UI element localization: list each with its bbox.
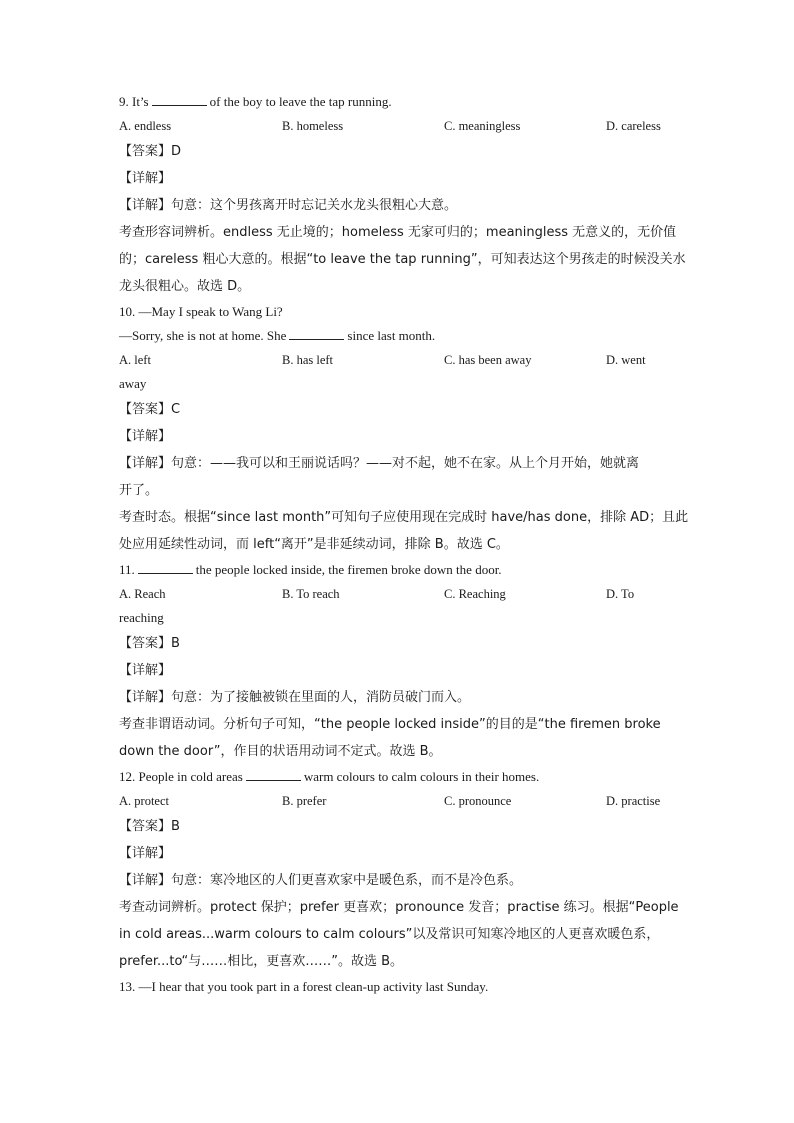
question-11-stem-pre: 11. [119,562,135,577]
question-10-detail-3: 考查时态。根据“since last month”可知句子应使用现在完成时 have/has done，排除 AD；且此 [119,510,689,525]
answer-blank [152,93,207,106]
option-c: C. Reaching [444,587,506,601]
question-12-detail-1: 【详解】句意：寒冷地区的人们更喜欢家中是暖色系，而不是冷色系。 [119,873,523,888]
question-9-stem-post: of the boy to leave the tap running. [209,94,392,109]
question-9-detail-3: 的；careless 粗心大意的。根据“to leave the tap running”，可知表达这个男孩走的时候没关水 [119,252,686,267]
question-12-stem-pre: 12. People in cold areas [119,769,243,784]
question-11-option-wrap: reaching [119,610,164,625]
question-9-detail-1: 【详解】句意：这个男孩离开时忘记关水龙头很粗心大意。 [119,198,458,213]
question-10-stem-2 [119,324,675,348]
document-page [119,90,689,999]
option-a: A. endless [119,119,172,133]
question-11-detail-2: 考查非谓语动词。分析句子可知，“the people locked inside”的目的是“the firemen broke [119,717,661,732]
option-b: B. homeless [282,119,344,133]
question-12-options [119,789,675,813]
option-a: A. protect [119,794,169,808]
question-12-stem-post: warm colours to calm colours in their homes. [303,769,540,784]
question-9-stem-pre: 9. It’s [119,94,149,109]
question-11-detail-label: 【详解】 [119,663,172,678]
question-10-option-wrap: away [119,376,147,391]
option-b: B. To reach [282,587,340,601]
question-10-answer: 【答案】C [119,402,181,417]
question-10-stem-1: 10. —May I speak to Wang Li? [119,304,283,319]
option-c: C. has been away [444,353,532,367]
question-12-detail-3: in cold areas...warm colours to calm colours”以及常识可知寒冷地区的人更喜欢暖色系， [119,927,660,942]
answer-blank [138,561,193,574]
question-9-options [119,114,675,138]
option-d: D. careless [606,119,661,133]
option-d: D. went [606,353,646,367]
question-10-detail-label: 【详解】 [119,429,172,444]
question-13-stem-1: 13. —I hear that you took part in a forest clean-up activity last Sunday. [119,979,489,994]
question-10-stem-pre: —Sorry, she is not at home. She [119,328,287,343]
question-9-stem [119,90,675,114]
question-12-stem [119,765,675,789]
option-a: A. left [119,353,151,367]
answer-blank [246,768,301,781]
question-10-stem-post: since last month. [347,328,436,343]
question-11-options [119,582,675,606]
question-12-detail-4: prefer...to“与……相比，更喜欢……”。故选 B。 [119,954,404,969]
question-12-answer: 【答案】B [119,819,180,834]
question-11-answer: 【答案】B [119,636,180,651]
option-a: A. Reach [119,587,166,601]
question-12-detail-label: 【详解】 [119,846,172,861]
question-10-detail-1: 【详解】句意：——我可以和王丽说话吗？——对不起，她不在家。从上个月开始，她就离 [119,456,640,471]
question-9-detail-2: 考查形容词辨析。endless 无止境的；homeless 无家可归的；meaningless 无意义的，无价值 [119,225,677,240]
question-11-stem [119,558,675,582]
option-c: C. meaningless [444,119,521,133]
question-9-detail-4: 龙头很粗心。故选 D。 [119,279,251,294]
option-d: D. practise [606,794,661,808]
question-12-detail-2: 考查动词辨析。protect 保护；prefer 更喜欢；pronounce 发音；practise 练习。根据“People [119,900,679,915]
question-11-detail-3: down the door”，作目的状语用动词不定式。故选 B。 [119,744,442,759]
question-9-answer: 【答案】D [119,144,182,159]
question-9-detail-label: 【详解】 [119,171,172,186]
question-11-detail-1: 【详解】句意：为了接触被锁在里面的人，消防员破门而入。 [119,690,471,705]
option-b: B. has left [282,353,334,367]
question-10-detail-4: 处应用延续性动词，而 left“离开”是非延续动词，排除 B。故选 C。 [119,537,509,552]
answer-blank [289,327,344,340]
question-10-detail-2: 开了。 [119,483,159,498]
question-11-stem-post: the people locked inside, the firemen broke down the door. [195,562,502,577]
option-b: B. prefer [282,794,327,808]
option-c: C. pronounce [444,794,512,808]
question-10-options [119,348,675,372]
option-d: D. To [606,587,635,601]
